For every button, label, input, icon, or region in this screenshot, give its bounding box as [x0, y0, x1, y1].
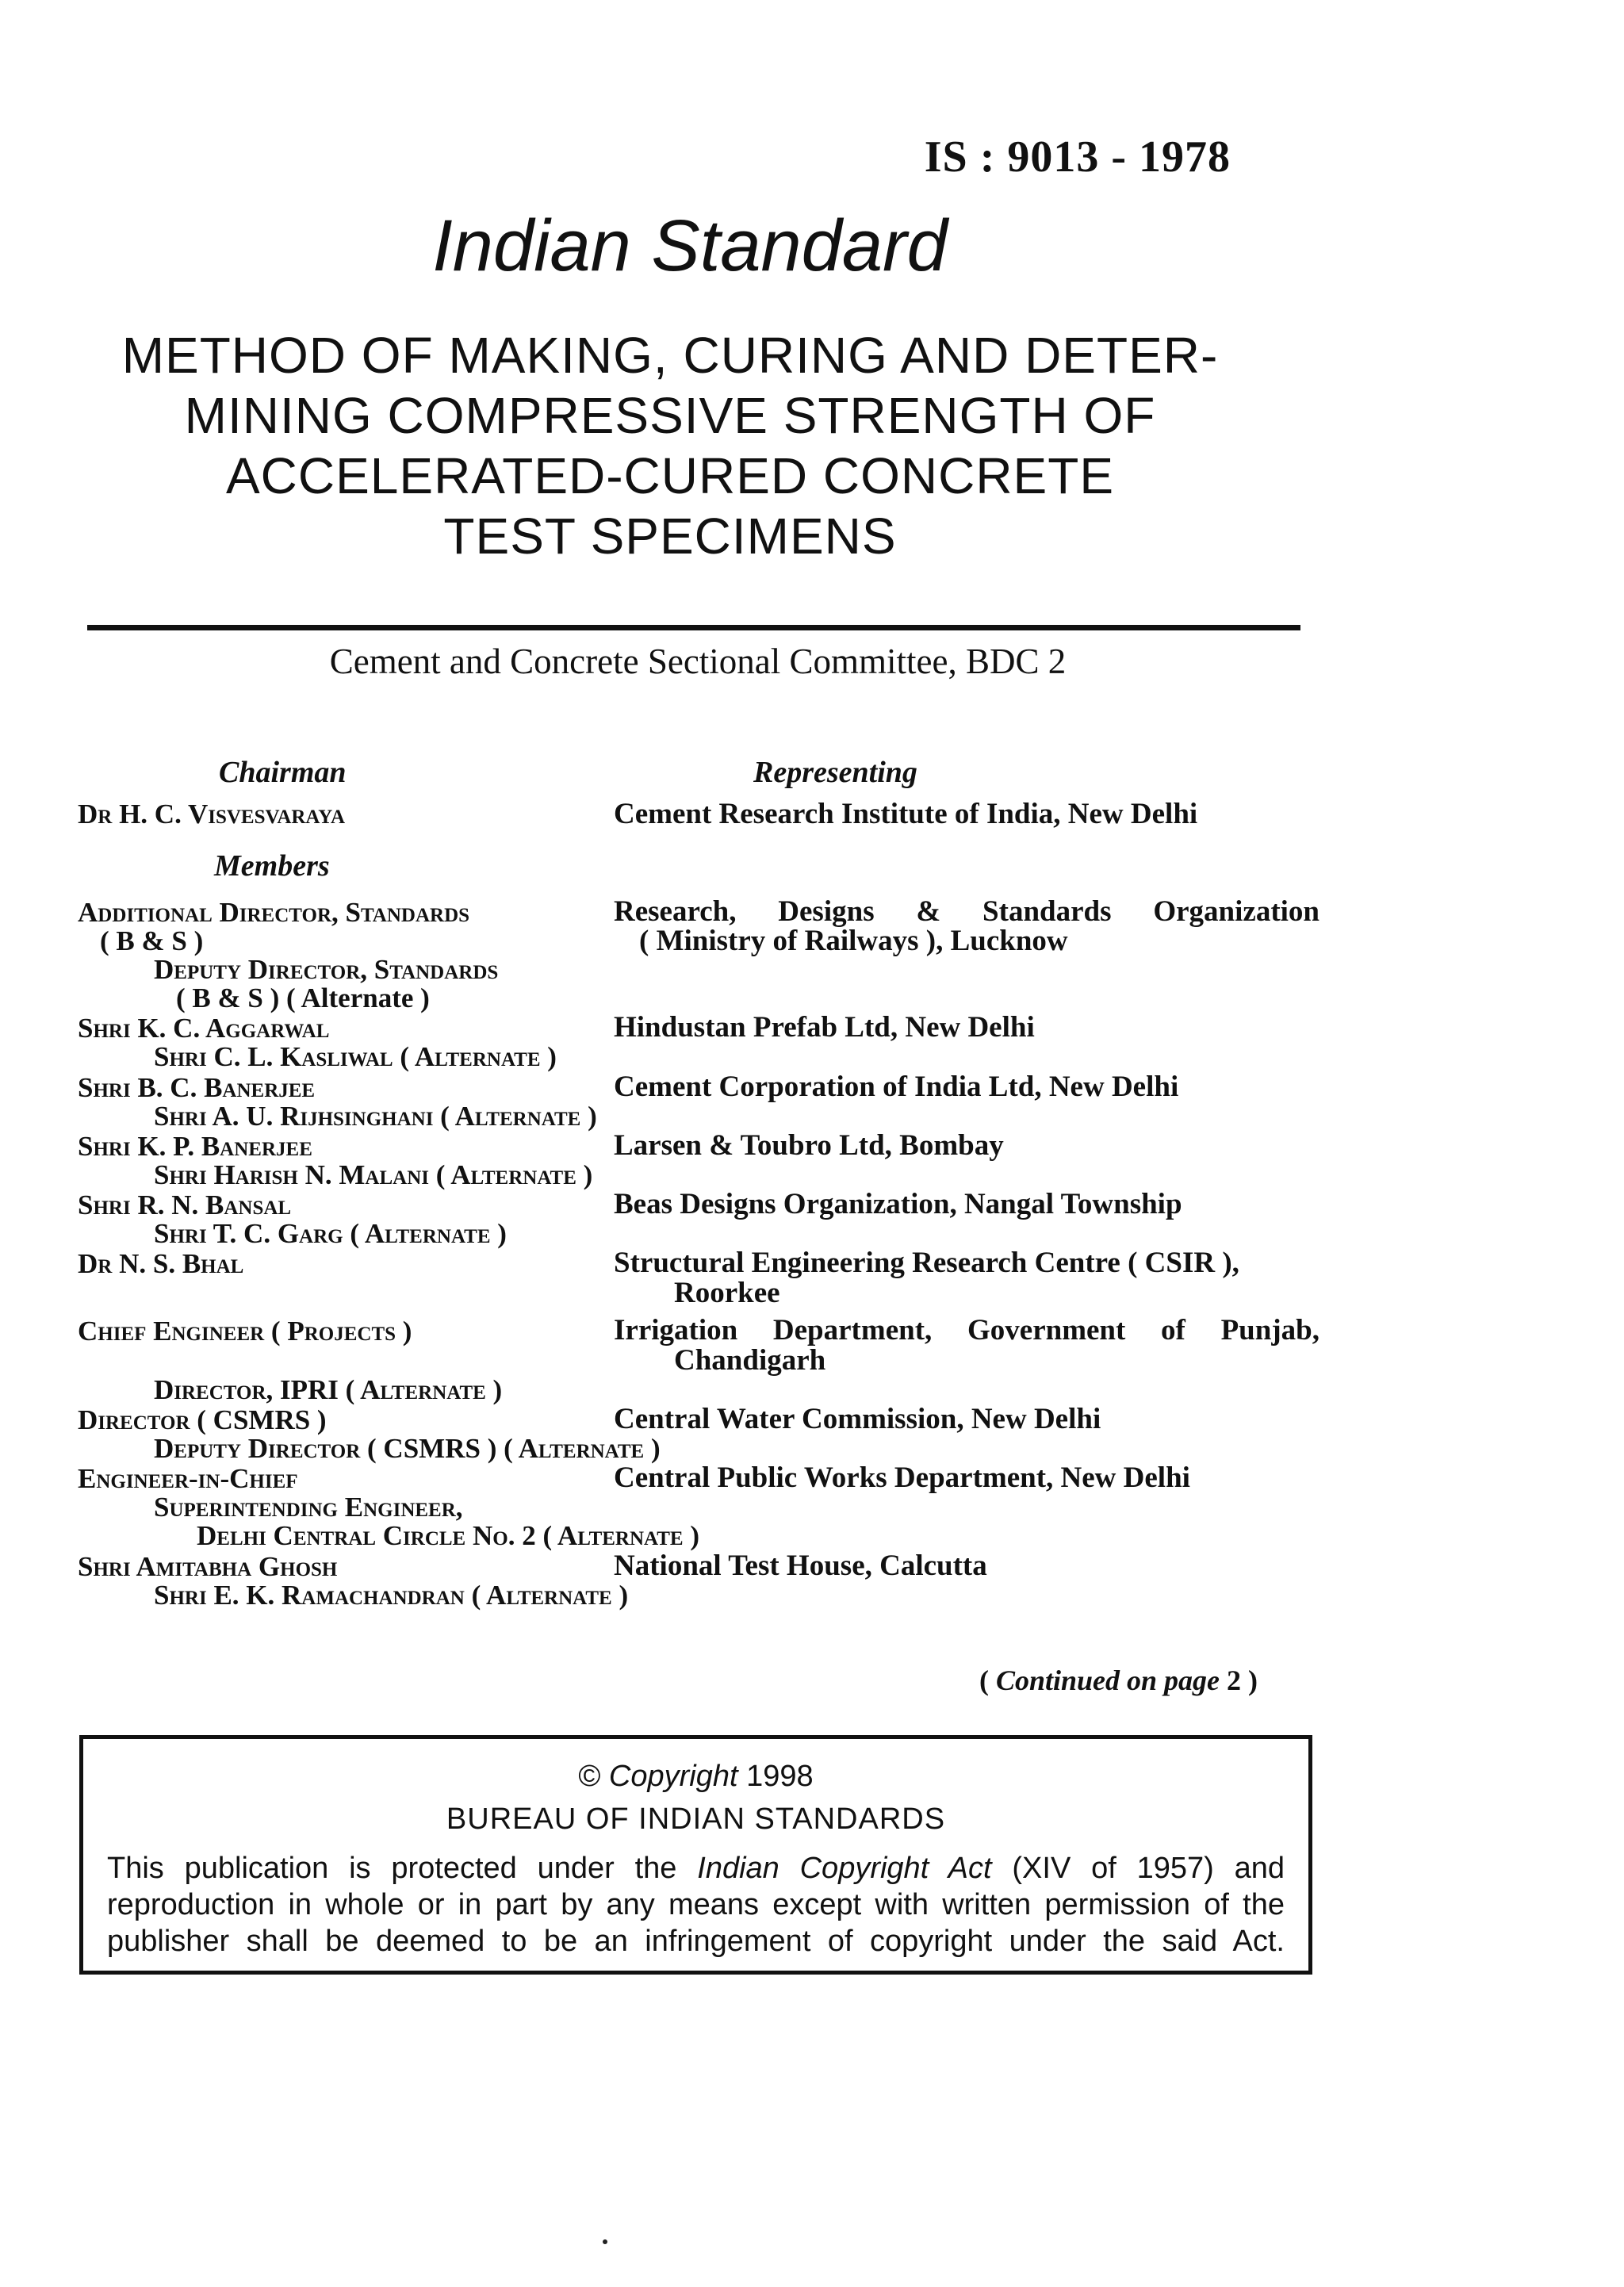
copyright-notice — [107, 1850, 1285, 1959]
member-name: Engineer-in-Chief — [78, 1463, 298, 1494]
member-organization: Hindustan Prefab Ltd, New Delhi — [614, 1011, 1035, 1044]
copyright-year: 1998 — [746, 1760, 814, 1793]
paren-open: ( — [979, 1664, 996, 1696]
member-name: Deputy Director ( CSMRS ) ( Alternate ) — [154, 1433, 661, 1464]
publisher-name: BUREAU OF INDIAN STANDARDS — [446, 1802, 946, 1836]
member-name: Shri R. N. Bansal — [78, 1189, 292, 1220]
paren-close: ) — [1241, 1664, 1258, 1696]
member-name: Shri K. C. Aggarwal — [78, 1013, 330, 1044]
member-name: Additional Director, Standards — [78, 897, 470, 928]
member-organization: Central Water Commission, New Delhi — [614, 1403, 1101, 1435]
member-name: Deputy Director, Standards — [154, 954, 499, 985]
member-organization: Structural Engineering Research Centre ( CSIR ), — [614, 1247, 1239, 1279]
member-name: Delhi Central Circle No. 2 ( Alternate ) — [197, 1520, 699, 1551]
copyright-symbol: © — [578, 1760, 601, 1793]
copyright-box — [79, 1735, 1312, 1975]
member-name: Shri T. C. Garg ( Alternate ) — [154, 1218, 507, 1249]
representing-heading: Representing — [753, 756, 917, 789]
copyright-body-1: This publication is protected under the — [107, 1852, 677, 1885]
standard-number: IS : 9013 - 1978 — [924, 132, 1231, 182]
member-name: Shri C. L. Kasliwal ( Alternate ) — [154, 1041, 557, 1072]
document-title — [87, 325, 1253, 566]
member-name: ( B & S ) ( Alternate ) — [176, 983, 430, 1013]
continued-text: Continued on page — [995, 1664, 1220, 1696]
act-name: Indian Copyright Act — [697, 1852, 992, 1885]
member-name: Shri K. P. Banerjee — [78, 1131, 312, 1162]
continued-page: 2 — [1227, 1664, 1241, 1696]
title-line: METHOD OF MAKING, CURING AND DETER- — [121, 327, 1219, 384]
member-name: Shri E. K. Ramachandran ( Alternate ) — [154, 1580, 629, 1611]
member-name: Director, IPRI ( Alternate ) — [154, 1374, 503, 1405]
member-name: Shri Amitabha Ghosh — [78, 1551, 338, 1582]
title-line: ACCELERATED-CURED CONCRETE — [225, 447, 1115, 504]
chairman-name: Dr H. C. Visvesvaraya — [78, 799, 346, 829]
member-name: Shri Harish N. Malani ( Alternate ) — [154, 1159, 593, 1190]
member-organization: Cement Corporation of India Ltd, New Delhi — [614, 1071, 1179, 1103]
continued-note — [979, 1664, 1258, 1697]
member-organization: ( Ministry of Railways ), Lucknow — [639, 925, 1068, 957]
member-name: Director ( CSMRS ) — [78, 1404, 327, 1435]
member-name: Dr N. S. Bhal — [78, 1248, 244, 1279]
member-organization: Chandigarh — [674, 1344, 826, 1377]
chairman-organization: Cement Research Institute of India, New Delhi — [614, 798, 1198, 830]
members-heading: Members — [214, 849, 330, 883]
chairman-heading: Chairman — [219, 756, 347, 789]
member-name: Shri A. U. Rijhsinghani ( Alternate ) — [154, 1101, 597, 1132]
member-organization: Research, Designs & Standards Organization — [614, 895, 1320, 928]
member-organization: Irrigation Department, Government of Punjab, — [614, 1314, 1320, 1347]
member-organization: Roorkee — [674, 1277, 780, 1309]
member-name: Superintending Engineer, — [154, 1492, 463, 1523]
member-organization: National Test House, Calcutta — [614, 1550, 987, 1582]
member-name: Chief Engineer ( Projects ) — [78, 1316, 412, 1347]
title-line: TEST SPECIMENS — [443, 508, 897, 565]
member-name: Shri B. C. Banerjee — [78, 1072, 316, 1103]
copyright-word: Copyright — [608, 1760, 738, 1793]
member-organization: Larsen & Toubro Ltd, Bombay — [614, 1129, 1004, 1162]
member-name: ( B & S ) — [100, 925, 204, 956]
scan-speck — [603, 2239, 607, 2244]
copyright-body-2: (XIV of 1957) and reproduction in whole or in part by any means except with written permission of the publisher shall be deemed to be an infringement of copyright under the said Act. — [107, 1852, 1285, 1958]
title-line: MINING COMPRESSIVE STRENGTH OF — [184, 387, 1156, 444]
title-divider — [87, 625, 1300, 630]
document-kind: Indian Standard — [432, 205, 948, 286]
member-organization: Central Public Works Department, New Delhi — [614, 1461, 1190, 1494]
member-organization: Beas Designs Organization, Nangal Township — [614, 1188, 1182, 1220]
copyright-line — [83, 1760, 1308, 1794]
committee-name: Cement and Concrete Sectional Committee, BDC 2 — [329, 642, 1067, 681]
